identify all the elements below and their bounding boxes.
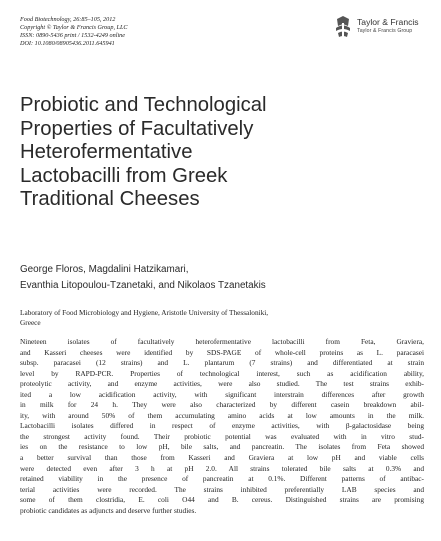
author-list	[20, 262, 430, 293]
abstract-line: terial activities were recorded. The strains inhibited preferentially LAB species and	[20, 484, 424, 494]
abstract-line: ies on the resistance to low pH, bile salts, and pancreatin. The isolates from Feta showed	[20, 442, 424, 452]
affiliation-line: Greece	[20, 318, 41, 328]
abstract-line: proteolytic activity, and enzyme activities, were also studied. The test strains exhib-	[20, 379, 424, 389]
abstract-line: level by RAPD-PCR. Properties of technological interest, such as acidification ability,	[20, 368, 424, 378]
abstract-line: ity, with around 50% of them accumulating amino acids at low amounts in the milk.	[20, 410, 424, 420]
abstract-line: Lactobacilli isolates differed in respect of enzyme activities, with β-galactosidase being	[20, 421, 424, 431]
abstract-line: and Kasseri cheeses were identified by SDS-PAGE of whole-cell proteins as L. paracasei	[20, 347, 424, 357]
title-line: Probiotic and Technological	[20, 94, 267, 116]
title-line: Properties of Facultatively	[20, 117, 254, 140]
abstract-line: retained viability in the presence of pancreatin at 0.1%. Different patterns of antibac-	[20, 474, 424, 484]
issn-line: ISSN: 0890-5436 print / 1532-4249 online	[20, 32, 126, 40]
affiliation-line: Laboratory of Food Microbiology and Hygiene, Aristotle University of Thessaloniki,	[20, 308, 269, 317]
abstract	[20, 337, 424, 516]
journal-metadata	[20, 16, 280, 48]
abstract-line: a better survival than those from Kasseri and Graviera at low pH and viable cells	[20, 453, 424, 463]
abstract-line: subsp. paracasei (12 strains) and L. plantarum (7 strains) and differentiated at strain	[20, 358, 424, 368]
abstract-line: were detected even after 3 h at pH 2.0. All strains tolerated bile salts at 0.3% and	[20, 463, 424, 473]
publisher-name: Taylor & Francis	[357, 17, 419, 27]
title-line: Traditional Cheeses	[20, 188, 200, 211]
abstract-line: ited a low acidification activity, with significant interstrain differences after growth	[20, 389, 424, 399]
author-line: George Floros, Magdalini Hatzikamari,	[20, 264, 189, 275]
abstract-line: some of them clostridia, E. coli O44 and B. cereus. Distinguished strains are promising	[20, 495, 424, 505]
publisher-emblem-icon	[333, 15, 353, 39]
publisher-group: Taylor & Francis Group	[357, 28, 413, 34]
journal-citation: Food Biotechnology, 26:85–105, 2012	[20, 16, 116, 23]
abstract-line: the strongest activity found. Their probiotic potential was evaluated with in vitro stud-	[20, 431, 424, 441]
abstract-line: probiotic candidates as adjuncts and deserve further studies.	[20, 505, 197, 515]
affiliation	[20, 308, 430, 329]
author-line: Evanthia Litopoulou-Tzanetaki, and Nikolaos Tzanetakis	[20, 279, 266, 291]
doi-line: DOI: 10.1080/08905436.2011.645941	[20, 40, 115, 48]
abstract-line: in milk for 24 h. They were also characterized by different casein breakdown abil-	[20, 400, 424, 410]
title-line: Heterofermentative	[20, 141, 193, 164]
publisher-logo	[333, 14, 429, 40]
copyright-line: Copyright © Taylor & Francis Group, LLC	[20, 24, 128, 32]
article-title	[20, 94, 430, 212]
abstract-line: Nineteen isolates of facultatively heterofermentative lactobacilli from Feta, Graviera,	[20, 337, 424, 346]
title-line: Lactobacilli from Greek	[20, 164, 228, 187]
